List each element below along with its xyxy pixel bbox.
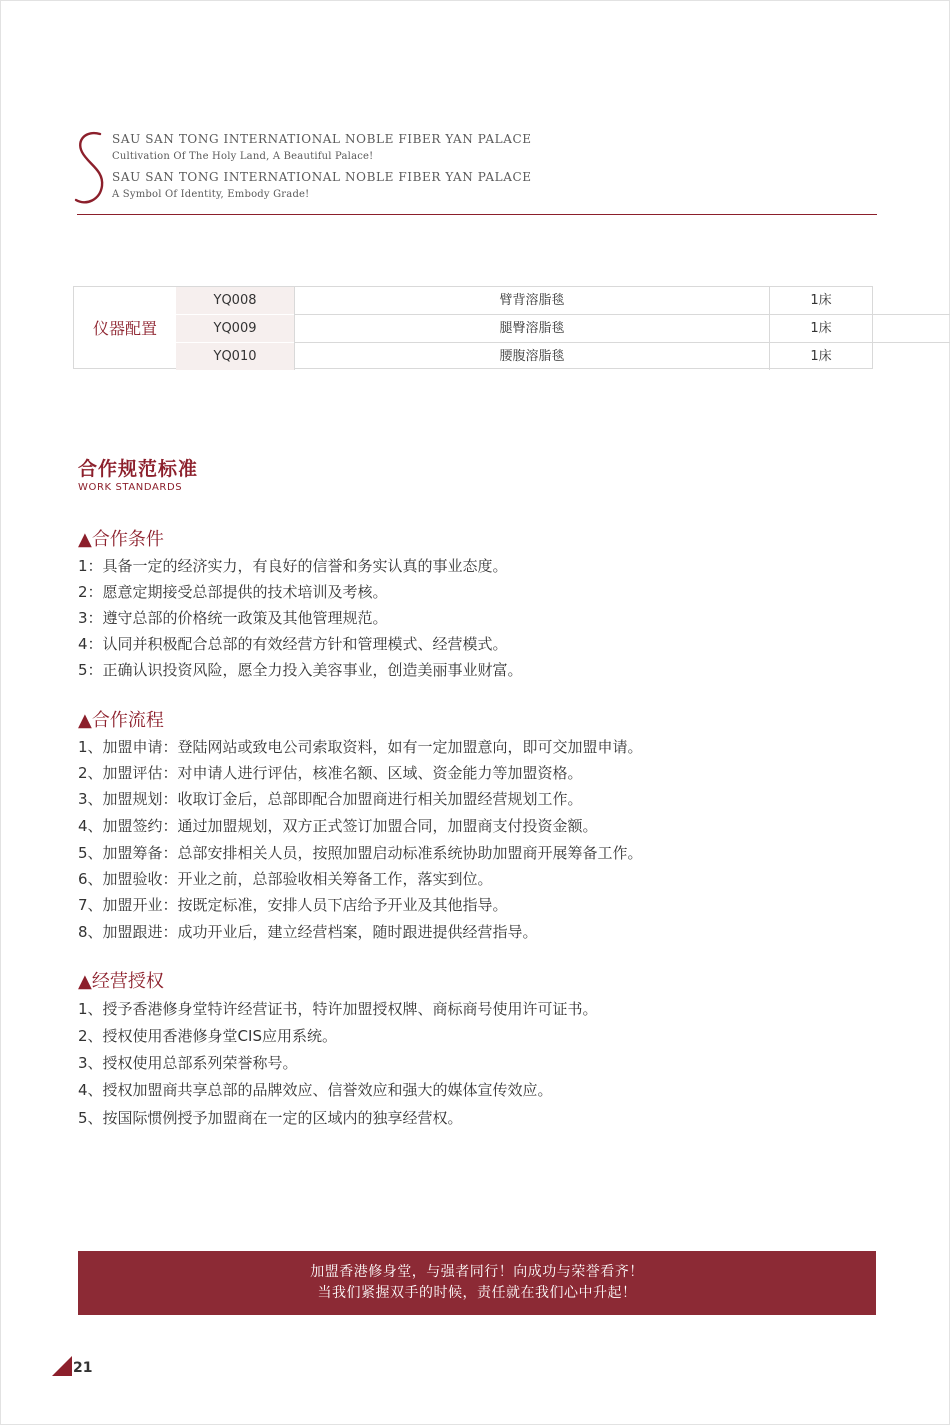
list-item: 5、按国际惯例授予加盟商在一定的区域内的独享经营权。 <box>78 1109 463 1127</box>
list-item: 4、加盟签约：通过加盟规划，双方正式签订加盟合同，加盟商支付投资金额。 <box>78 817 598 835</box>
list-item: 7、加盟开业：按既定标准，安排人员下店给予开业及其他指导。 <box>78 896 508 914</box>
list-item: 1、加盟申请：登陆网站或致电公司索取资料，如有一定加盟意向，即可交加盟申请。 <box>78 738 643 756</box>
section-subtitle: WORK STANDARDS <box>78 482 183 493</box>
list-item: 6、加盟验收：开业之前，总部验收相关筹备工作，落实到位。 <box>78 870 493 888</box>
header-line-1: SAU SAN TONG INTERNATIONAL NOBLE FIBER YAN PALACE <box>112 132 532 146</box>
equipment-qty: 1床 <box>810 321 832 336</box>
list-item: 4、授权加盟商共享总部的品牌效应、信誉效应和强大的媒体宣传效应。 <box>78 1081 553 1099</box>
authorization-heading: ▲经营授权 <box>78 971 164 992</box>
list-item: 3：遵守总部的价格统一政策及其他管理规范。 <box>78 609 388 627</box>
list-item: 4：认同并积极配合总部的有效经营方针和管理模式、经营模式。 <box>78 635 508 653</box>
list-item: 8、加盟跟进：成功开业后，建立经营档案，随时跟进提供经营指导。 <box>78 923 538 941</box>
table-row <box>176 287 872 314</box>
process-heading: ▲合作流程 <box>78 710 164 731</box>
equipment-code: YQ008 <box>176 287 294 314</box>
equipment-code: YQ009 <box>176 315 294 342</box>
list-item: 3、授权使用总部系列荣誉称号。 <box>78 1054 298 1072</box>
header-divider <box>77 214 877 215</box>
s-logo-icon <box>72 130 108 206</box>
table-row <box>176 343 872 370</box>
table-row <box>176 315 872 342</box>
slogan-line-1: 加盟香港修身堂，与强者同行！向成功与荣誉看齐！ <box>310 1264 644 1280</box>
page-number: 21 <box>73 1360 93 1376</box>
section-title: 合作规范标准 <box>78 458 199 480</box>
equipment-qty: 1床 <box>810 293 832 308</box>
equipment-name: 腰腹溶脂毯 <box>294 343 770 370</box>
slogan-line-2: 当我们紧握双手的时候，责任就在我们心中升起！ <box>317 1285 637 1301</box>
equipment-code: YQ010 <box>176 343 294 370</box>
list-item: 1、授予香港修身堂特许经营证书，特许加盟授权牌、商标商号使用许可证书。 <box>78 1000 598 1018</box>
conditions-heading: ▲合作条件 <box>78 529 164 550</box>
list-item: 1：具备一定的经济实力，有良好的信誉和务实认真的事业态度。 <box>78 557 508 575</box>
slogan-banner <box>78 1251 876 1315</box>
equipment-name: 腿臀溶脂毯 <box>294 315 770 342</box>
list-item: 5：正确认识投资风险，愿全力投入美容事业，创造美丽事业财富。 <box>78 661 523 679</box>
header-text <box>112 131 532 207</box>
page-corner-triangle-icon <box>52 1356 72 1376</box>
list-item: 2、加盟评估：对申请人进行评估，核准名额、区域、资金能力等加盟资格。 <box>78 764 583 782</box>
equipment-qty: 1床 <box>810 349 832 364</box>
equipment-table <box>73 286 873 369</box>
header-line-3: SAU SAN TONG INTERNATIONAL NOBLE FIBER YAN PALACE <box>112 170 532 184</box>
list-item: 2、授权使用香港修身堂CIS应用系统。 <box>78 1027 337 1045</box>
equipment-name: 臂背溶脂毯 <box>294 287 770 314</box>
header-line-2: Cultivation Of The Holy Land, A Beautiful Palace! <box>112 151 374 162</box>
header-line-4: A Symbol Of Identity, Embody Grade! <box>112 189 310 200</box>
list-item: 5、加盟筹备：总部安排相关人员，按照加盟启动标准系统协助加盟商开展筹备工作。 <box>78 844 643 862</box>
list-item: 3、加盟规划：收取订金后，总部即配合加盟商进行相关加盟经营规划工作。 <box>78 790 583 808</box>
list-item: 2：愿意定期接受总部提供的技术培训及考核。 <box>78 583 388 601</box>
equipment-label: 仪器配置 <box>92 319 157 338</box>
